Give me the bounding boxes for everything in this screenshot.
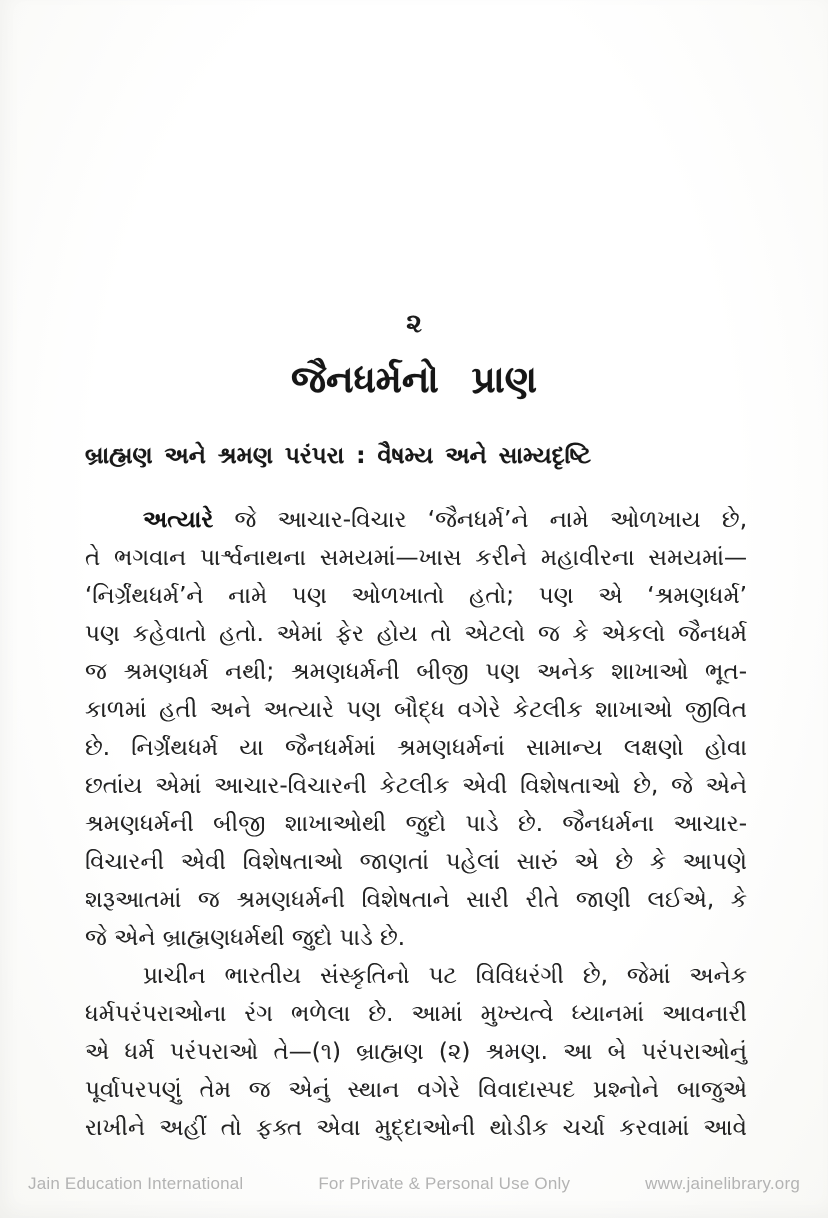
paragraph-line: જ શ્રમણધર્મ નથી; શ્રમણધર્મની બીજી પણ અનેક શાખાઓ ભૂત-	[85, 659, 747, 685]
lead-word: અત્યારે	[143, 507, 214, 533]
footer-right: www.jainelibrary.org	[645, 1174, 800, 1193]
paragraph-line: શરૂઆતમાં જ શ્રમણધર્મની વિશેષતાને સારી રીતે જાણી લઈએ, કે	[85, 887, 747, 913]
paragraph-line: પ્રાચીન ભારતીય સંસ્કૃતિનો પટ વિવિધરંગી છે, જેમાં અનેક	[143, 963, 747, 989]
paragraph-line: ધર્મપરંપરાઓના રંગ ભળેલા છે. આમાં મુખ્યત્વે ધ્યાનમાં આવનારી	[85, 1001, 747, 1027]
paragraph-line: વિચારની એવી વિશેષતાઓ જાણતાં પહેલાં સારું એ છે કે આપણે	[85, 849, 747, 875]
footer-center: For Private & Personal Use Only	[318, 1174, 571, 1193]
chapter-title: જૈનધર્મનો પ્રાણ	[291, 358, 537, 401]
paragraph-1	[85, 501, 747, 957]
section-heading: બ્રાહ્મણ અને શ્રમણ પરંપરા : વૈષમ્ય અને સામ્યદૃષ્ટિ	[85, 443, 592, 469]
paragraph-line: પણ કહેવાતો હતો. એમાં ફેર હોય તો એટલો જ કે એકલો જૈનધર્મ	[85, 621, 747, 647]
paragraph-line: છતાંય એમાં આચાર-વિચારની કેટલીક એવી વિશેષતાઓ છે, જે એને	[85, 773, 747, 799]
paragraph-line: ‘નિર્ગ્રંથધર્મ’ને નામે પણ ઓળખાતો હતો; પણ એ ‘શ્રમણધર્મ’	[85, 583, 747, 609]
page-number: ૨	[406, 308, 422, 339]
page-footer	[0, 1174, 828, 1194]
paragraph-line: રાખીને અહીં તો ફક્ત એવા મુદ્દાઓની થોડીક ચર્ચા કરવામાં આવે	[85, 1115, 747, 1141]
paragraph-line: છે. નિર્ગ્રંથધર્મ યા જૈનધર્મમાં શ્રમણધર્મનાં સામાન્ય લક્ષણો હોવા	[85, 735, 747, 761]
footer-left: Jain Education International	[28, 1174, 244, 1193]
paragraph-2	[85, 957, 747, 1147]
paragraph-line	[85, 501, 747, 539]
paragraph-line: કાળમાં હતી અને અત્યારે પણ બૌદ્ધ વગેરે કેટલીક શાખાઓ જીવિત	[85, 697, 747, 723]
line-text: જે આચાર-વિચાર ‘જૈનધર્મ’ને નામે ઓળખાય છે,	[234, 507, 748, 533]
paragraph-line: એ ધર્મ પરંપરાઓ તે—(૧) બ્રાહ્મણ (૨) શ્રમણ. આ બે પરંપરાઓનું	[85, 1039, 747, 1065]
paragraph-line: પૂર્વાપરપણું તેમ જ એનું સ્થાન વગેરે વિવાદાસ્પદ પ્રશ્નોને બાજુએ	[85, 1077, 747, 1103]
paragraph-line: જે એને બ્રાહ્મણધર્મથી જુદો પાડે છે.	[85, 925, 406, 951]
paragraph-line: શ્રમણધર્મની બીજી શાખાઓથી જુદો પાડે છે. જૈનધર્મના આચાર-	[85, 811, 747, 837]
paragraph-line: તે ભગવાન પાર્શ્વનાથના સમયમાં—ખાસ કરીને મહાવીરના સમયમાં—	[85, 545, 747, 571]
